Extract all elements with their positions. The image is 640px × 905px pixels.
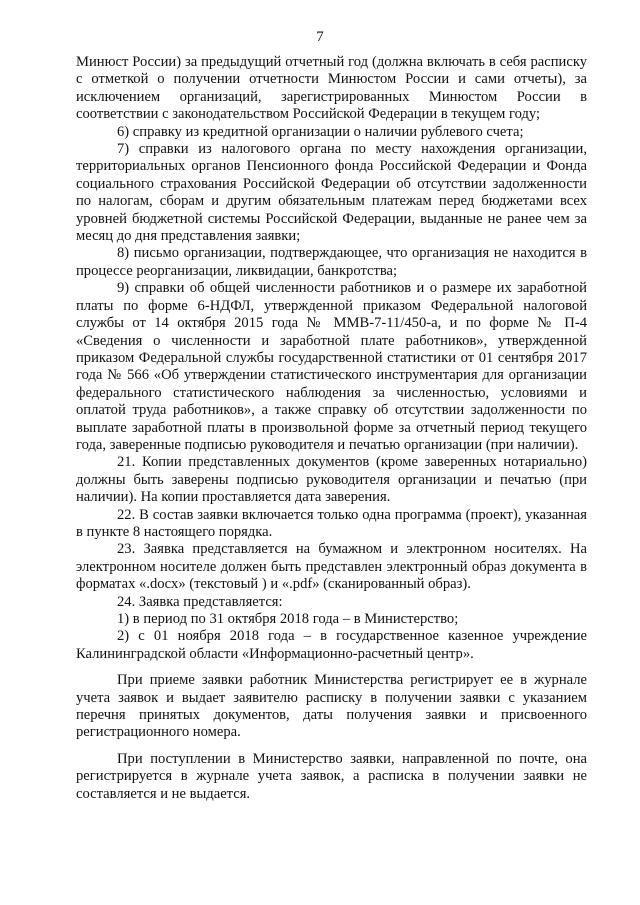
- paragraph-clause-21-copies: 21. Копии представленных документов (кроме заверенных нотариально) должны быть заверены подписью руководителя организации и печатью (при наличии). На копии проставляется дата заверения.: [76, 454, 587, 506]
- paragraph-item-6-bank-certificate: 6) справку из кредитной организации о наличии рублевого счета;: [117, 123, 524, 140]
- paragraph-clause-23-media: 23. Заявка представляется на бумажном и электронном носителях. На электронном носителе должен быть представлен электронный образ документа в форматах «.docx» (текстовый ) и «.pdf» (сканированный образ).: [76, 541, 587, 593]
- paragraph-registration-in-person: При приеме заявки работник Министерства регистрирует ее в журнале учета заявок и выдает заявителю расписку в получении заявки с указанием перечня принятых документов, даты получения заявки и присвоенного регистрационного номера.: [76, 672, 587, 741]
- paragraph-continuation-minjust: Минюст России) за предыдущий отчетный год (должна включать в себя расписку с отметкой о получении отчетности Минюстом России и сами отчеты), за исключением организаций, зарегистрированных Минюстом России в соответствии с законодательством Российской Федерации в текущем году;: [76, 54, 587, 123]
- page-number: 7: [316, 29, 324, 45]
- paragraph-clause-22-single-program: 22. В состав заявки включается только одна программа (проект), указанная в пункте 8 настоящего порядка.: [76, 506, 587, 540]
- paragraph-submission-period-2: 2) с 01 ноября 2018 года – в государственное казенное учреждение Калининградской области «Информационно-расчетный центр».: [76, 628, 587, 662]
- paragraph-item-7-tax-certificates: 7) справки из налогового органа по месту нахождения организации, территориальных органов Пенсионного фонда Российской Федерации и Фонда социального страхования Российской Федерации об отсутствии задолженности по налогам, сборам и другим обязательным платежам перед бюджетами всех уровней бюджетной системы Российской Федерации, выданные не ранее чем за месяц до дня представления заявки;: [76, 141, 587, 245]
- paragraph-submission-period-1: 1) в период по 31 октября 2018 года – в Министерство;: [117, 611, 459, 627]
- paragraph-item-8-organization-letter: 8) письмо организации, подтверждающее, что организация не находится в процессе реорганизации, ликвидации, банкротства;: [76, 245, 587, 279]
- document-body: [76, 54, 587, 803]
- paragraph-clause-24-submission: 24. Заявка представляется:: [117, 593, 283, 610]
- paragraph-registration-by-mail: При поступлении в Министерство заявки, направленной по почте, она регистрируется в журнале учета заявок, а расписка в получении заявки не составляется и не выдается.: [76, 750, 587, 802]
- paragraph-item-9-employee-certificates: 9) справки об общей численности работников и о размере их заработной платы по форме 6-НДФЛ, утвержденной приказом Федеральной налоговой службы от 14 октября 2015 года № ММВ-7-11/450-а, и по форме № П-4 «Сведения о численности и заработной плате работников», утвержденной приказом Федеральной службы государственной статистики от 01 сентября 2017 года № 566 «Об утверждении статистического инструментария для организации федерального статистического наблюдения за численностью, условиями и оплатой труда работников», а также справку об отсутствии задолженности по выплате заработной платы в произвольной форме за отчетный период текущего года, заверенные подписью руководителя и печатью организации (при наличии).: [76, 280, 587, 453]
